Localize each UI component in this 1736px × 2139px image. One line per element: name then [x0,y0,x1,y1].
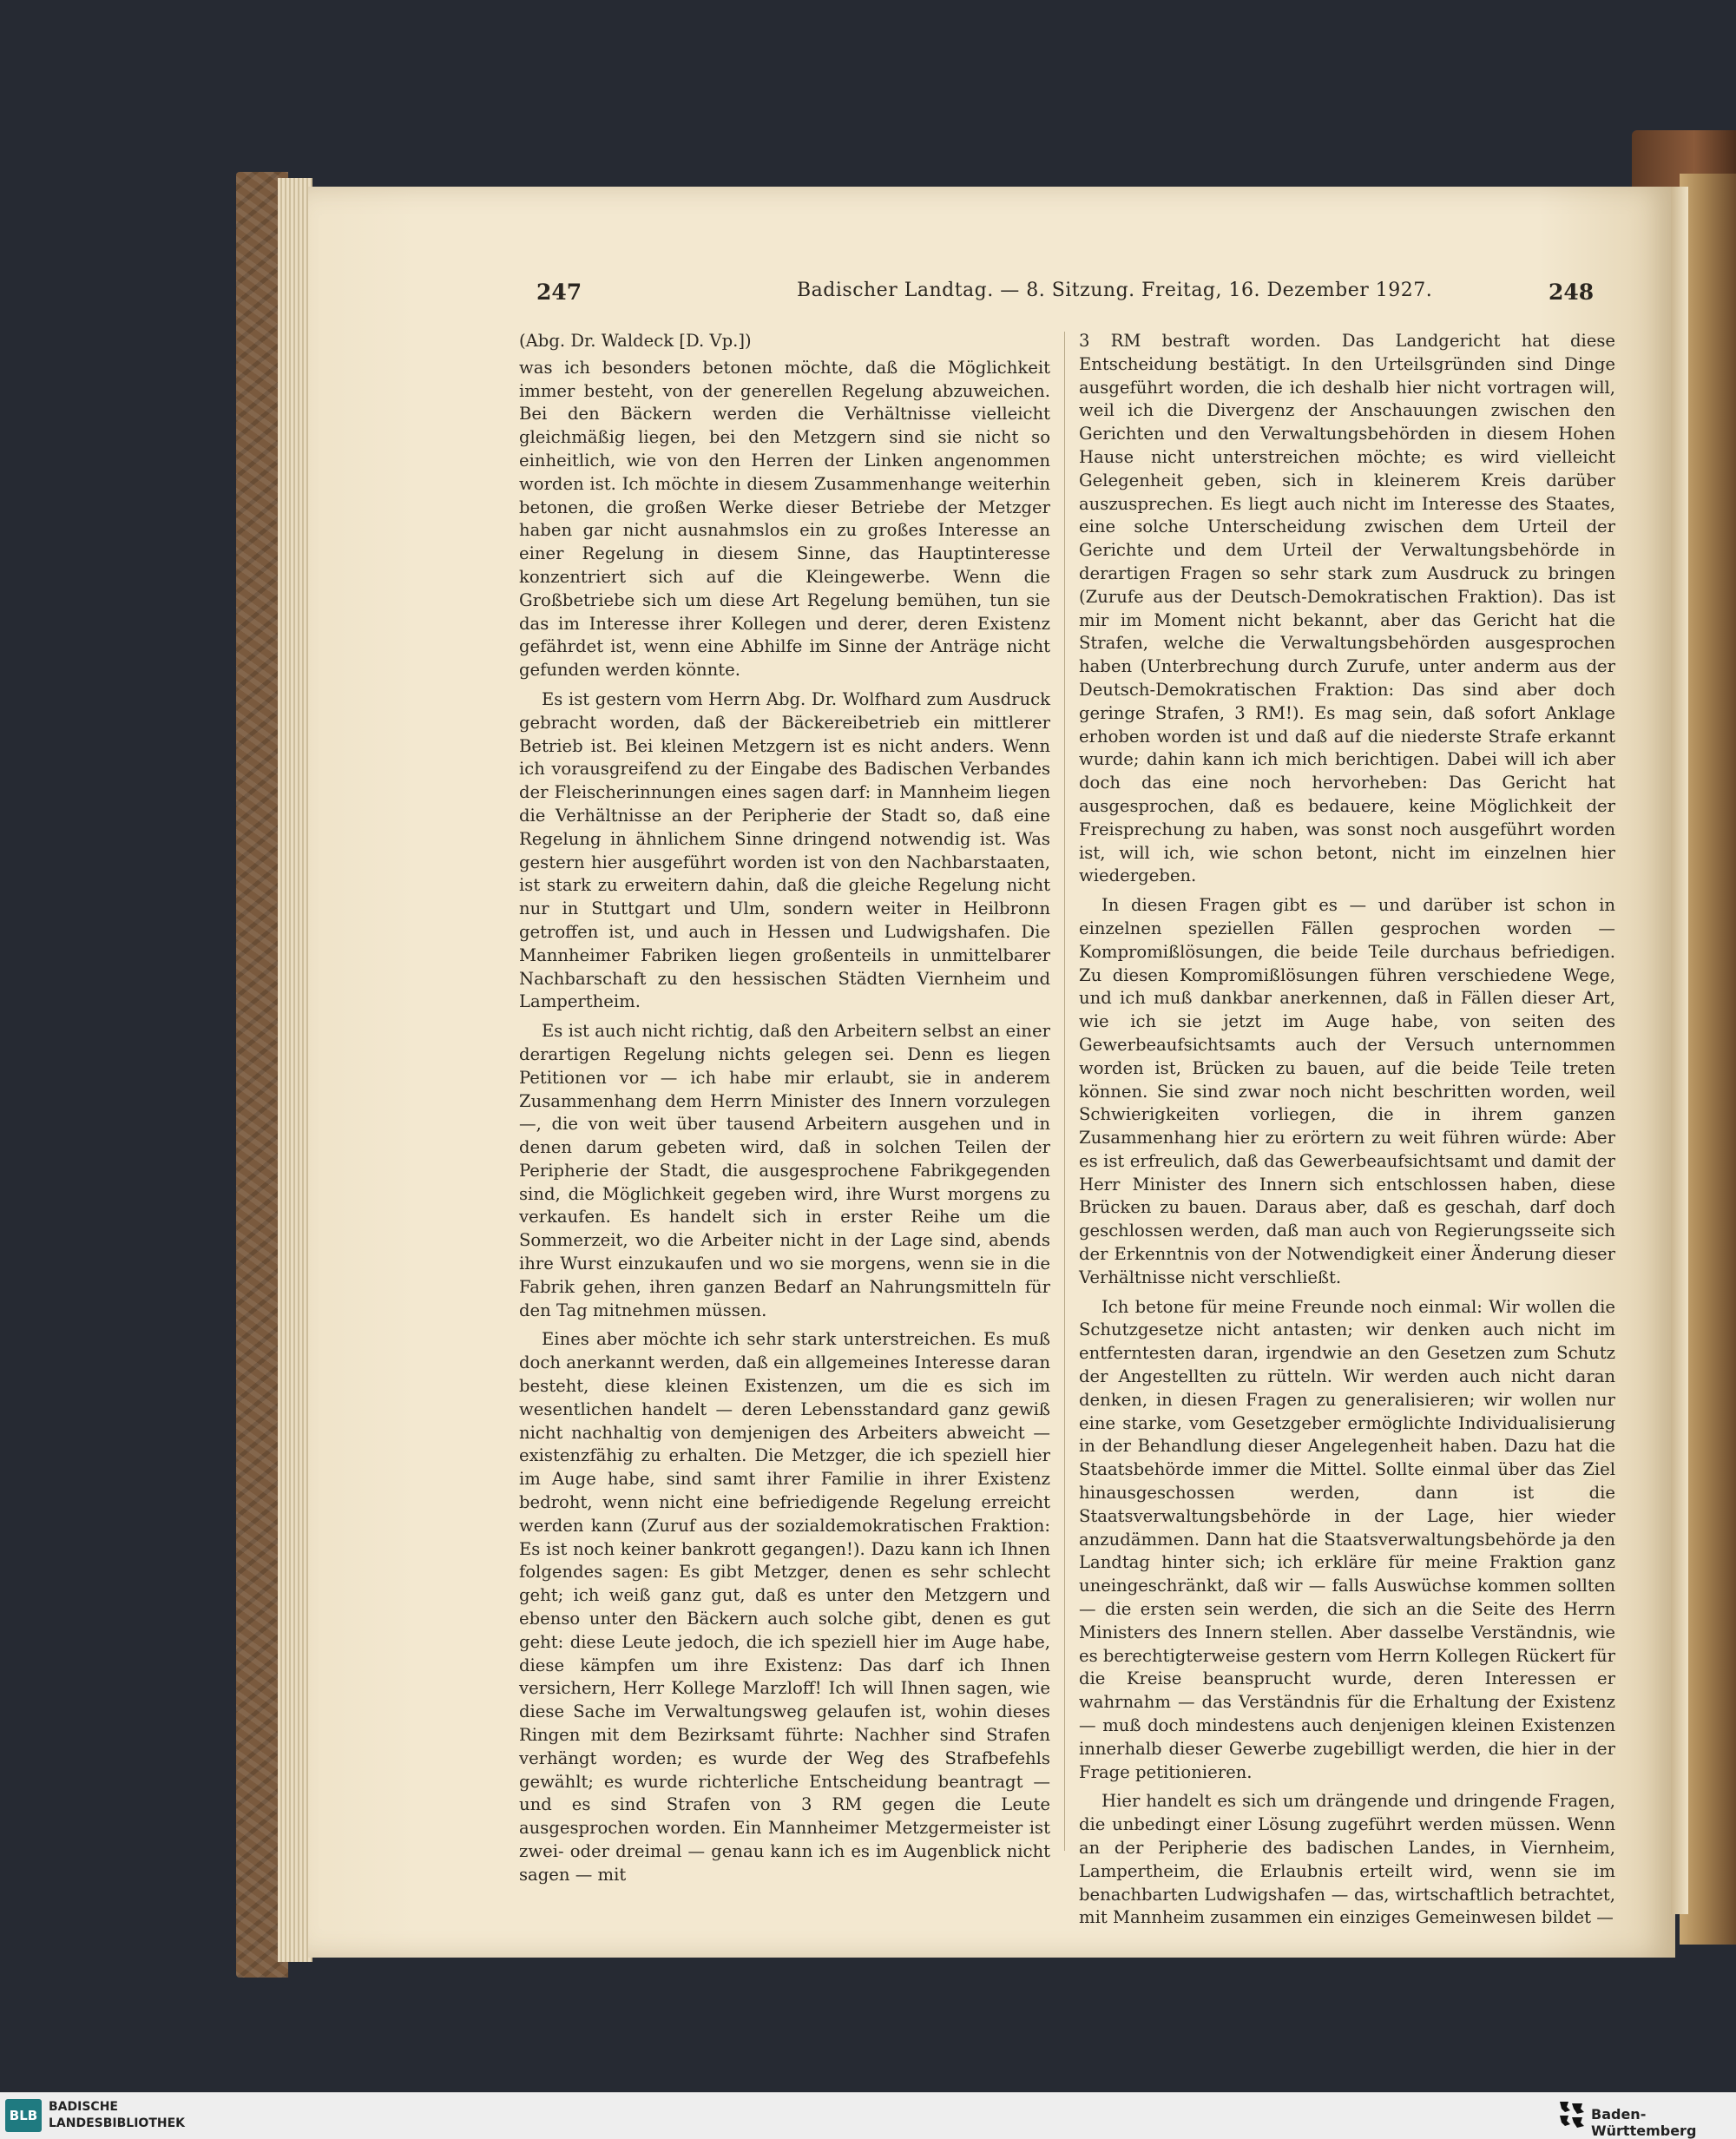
paragraph: Hier handelt es sich um drängende und dringende Fragen, die unbedingt einer Lösung zugeführt werden müssen. Wenn an der Peripherie des badischen Landes, in Viernheim, Lampertheim, die Erlaubnis erteilt wird, wenn sie im benachbarten Ludwigshafen — das, wirtschaftlich betrachtet, mit Mannheim zusammen ein einziges Gemeinwesen bildet — [1079,1791,1615,1928]
baden-wuerttemberg-emblem-icon [1556,2098,1586,2131]
paragraph: was ich besonders betonen möchte, daß die Möglichkeit immer besteht, von der generellen Regelung abzuweichen. Bei den Bäckern werden die Verhältnisse vielleicht gleichmäßig liegen, bei den Metzgern sind sie nicht so einheitlich, wie von den Herren der Linken angenommen worden ist. Ich möchte in diesem Zusammenhange weiterhin betonen, die großen Werke dieser Betriebe der Metzger haben gar nicht ausnahmslos ein zu großes Interesse an einer Regelung in diesem Sinne, das Hauptinteresse konzentriert sich auf die Kleingewerbe. Wenn die Großbetriebe sich um diese Art Regelung bemühen, tun sie das im Interesse ihrer Kollegen und derer, deren Existenz gefährdet ist, wenn eine Abhilfe im Sinne der Anträge nicht gefunden werden könnte. [519,357,1050,681]
page-number-left: 247 [536,280,582,305]
paragraph: Eines aber möchte ich sehr stark unterstreichen. Es muß doch anerkannt werden, daß ein allgemeines Interesse daran besteht, diese kleinen Existenzen, um die es sich im wesentlichen handelt — deren Lebensstandard ganz gewiß nicht nachhaltig von demjenigen des Arbeiters abweicht — existenzfähig zu erhalten. Die Metzger, die ich speziell hier im Auge habe, sind samt ihrer Familie in ihrer Existenz bedroht, wenn nicht eine befriedigende Regelung erreicht werden kann (Zuruf aus der sozialdemokratischen Fraktion: Es ist noch keiner bankrott gegangen!). Dazu kann ich Ihnen folgendes sagen: Es gibt Metzger, denen es sehr schlecht geht; ich weiß ganz gut, daß es unter den Metzgern und ebenso unter den Bäckern auch solche gibt, denen es gut geht: diese Leute jedoch, die ich speziell hier im Auge habe, diese kämpfen um ihre Existenz: Das darf ich Ihnen versichern, Herr Kollege Marzloff! Ich will Ihnen sagen, wie diese Sache im Verwaltungsweg gelaufen ist, wohin dieses Ringen mit dem Bezirksamt führte: Nachher sind Strafen verhängt worden; es wurde der Weg des Strafbefehls gewählt; es wurde richterliche Entscheidung beantragt — und es sind Strafen von 3 RM gegen die Leute ausgesprochen worden. Ein Mannheimer Metzgermeister ist zwei- oder dreimal — genau kann ich es im Augenblick nicht sagen — mit [519,1329,1050,1885]
left-column [519,330,1050,1887]
page-number-right: 248 [1549,280,1595,305]
state-name[interactable]: Baden-Württemberg [1591,2106,1697,2139]
speaker-attribution: (Abg. Dr. Waldeck [D. Vp.]) [519,331,752,351]
paragraph: Es ist gestern vom Herrn Abg. Dr. Wolfhard zum Ausdruck gebracht worden, daß der Bäckereibetrieb ein mittlerer Betrieb ist. Bei kleinen Metzgern ist es nicht anders. Wenn ich vorausgreifend zu der Eingabe des Badischen Verbandes der Fleischerinnungen eines sagen darf: in Mannheim liegen die Verhältnisse an der Peripherie der Stadt so, daß eine Regelung in ähnlichem Sinne dringend notwendig ist. Was gestern hier ausgeführt worden ist von den Nachbarstaaten, ist stark zu erweitern dahin, daß die gleiche Regelung nicht nur in Stuttgart und Ulm, sondern weiter in Heilbronn getroffen ist, und auch in Hessen und Ludwigshafen. Die Mannheimer Fabriken liegen großenteils in unmittelbarer Nachbarschaft zu den hessischen Städten Viernheim und Lampertheim. [519,688,1050,1012]
library-name [49,2099,185,2132]
paragraph: In diesen Fragen gibt es — und darüber ist schon in einzelnen speziellen Fällen gesprochen worden — Kompromißlösungen, die beide Teile durchaus befriedigen. Zu diesen Kompromißlösungen führen verschiedene Wege, und ich muß dankbar anerkennen, daß in Fällen dieser Art, wie ich sie jetzt im Auge habe, von seiten des Gewerbeaufsichtsamts auch der Versuch unternommen worden ist, Brücken zu bauen, auf die beide Teile treten können. Sie sind zwar noch nicht beschritten worden, weil Schwierigkeiten vorliegen, die in ihrem ganzen Zusammenhang hier zu erörtern zu weit führen würde: Aber es ist erfreulich, daß das Gewerbeaufsichtsamt und damit der Herr Minister des Innern sich entschlossen haben, diese Brücken zu bauen. Daraus aber, daß es geschah, darf doch geschlossen werden, daß man auch von Regierungsseite sich der Erkenntnis von der Notwendigkeit einer Änderung dieser Verhältnisse nicht verschließt. [1079,895,1615,1287]
facing-page-edge [1671,187,1688,1914]
column-divider [1064,332,1065,1851]
paragraph: Es ist auch nicht richtig, daß den Arbeitern selbst an einer derartigen Regelung nichts gelegen sei. Denn es liegen Petitionen vor — ich habe mir erlaubt, sie in anderem Zusammenhang dem Herrn Minister des Innern vorzulegen —, die von weit über tausend Arbeitern ausgehen und in denen darum gebeten wird, daß in solchen Teilen der Peripherie der Stadt, die ausgesprochene Fabrikgegenden sind, die Möglichkeit gegeben wird, ihre Wurst morgens zu verkaufen. Es handelt sich in erster Reihe um die Sommerzeit, wo die Arbeiter nicht in der Lage sind, abends ihre Wurst einzukaufen und wo sie morgens, wenn sie in die Fabrik gehen, ihren ganzen Bedarf an Nahrungsmitteln für den Tag mitnehmen müssen. [519,1021,1050,1320]
right-column [1079,330,1615,1930]
footer-bar [0,2092,1736,2139]
running-header: Badischer Landtag. — 8. Sitzung. Freitag, 16. Dezember 1927. [797,280,1433,301]
paragraph: 3 RM bestraft worden. Das Landgericht hat diese Entscheidung bestätigt. In den Urteilsgründen sind Dinge ausgeführt worden, die ich deshalb hier nicht vortragen will, weil ich die Divergenz der Anschauungen zwischen den Gerichten und den Verwaltungsbehörden in diesem Hohen Hause nicht unterstreichen möchte; es wird vielleicht Gelegenheit geben, sich in kleinerem Kreis darüber auszusprechen. Es liegt auch nicht im Interesse des Staates, eine solche Unterscheidung zwischen dem Urteil der Gerichte und dem Urteil der Verwaltungsbehörde in derartigen Fragen so sehr stark zum Ausdruck zu bringen (Zurufe aus der Deutsch-Demokratischen Fraktion). Das ist mir im Moment nicht bekannt, aber das Gericht hat die Strafen, welche die Verwaltungsbehörden ausgesprochen haben (Unterbrechung durch Zurufe, unter anderm aus der Deutsch-Demokratischen Fraktion: Das sind aber doch geringe Strafen, 3 RM!). Es mag sein, daß sofort Anklage erhoben worden ist und daß auf die niederste Strafe erkannt wurde; dahin kann ich mich berichtigen. Dabei will ich aber doch das eine noch hervorheben: Das Gericht hat ausgesprochen, daß es bedauere, keine Möglichkeit der Freisprechung zu haben, was sonst noch ausgeführt worden ist, will ich, wie schon betont, nicht im einzelnen hier wiedergeben. [1079,331,1615,886]
library-name-line: BADISCHE [49,2100,118,2114]
library-name-line: LANDESBIBLIOTHEK [49,2116,186,2130]
page-stack-edges [278,178,312,1962]
blb-logo[interactable]: BLB [5,2099,42,2132]
paragraph: Ich betone für meine Freunde noch einmal: Wir wollen die Schutzgesetze nicht antasten; wir denken auch nicht im entferntesten daran, irgendwie an den Gesetzen zum Schutz der Angestellten zu rütteln. Wir werden auch nicht daran denken, in diesen Fragen zu generalisieren; wir wollen nur eine starke, vom Gesetzgeber ermöglichte Individualisierung in der Behandlung dieser Angelegenheit haben. Dazu hat die Staatsbehörde immer die Mittel. Sollte einmal über das Ziel hinausgeschossen werden, dann ist die Staatsverwaltungsbehörde in der Lage, hier wieder anzudämmen. Dann hat die Staatsverwaltungsbehörde ja den Landtag hinter sich; ich erkläre für meine Fraktion ganz uneingeschränkt, daß wir — falls Auswüchse kommen sollten — die ersten sein werden, die sich an die Seite des Herrn Ministers des Innern stellen. Aber dasselbe Verständnis, wie es berechtigterweise gestern vom Herrn Kollegen Rückert für die Kreise beansprucht wurde, deren Interessen er wahrnahm — das Verständnis für die Erhaltung der Existenz — muß doch mindestens auch denjenigen kleinen Existenzen innerhalb dieser Gewerbe zugebilligt werden, die hier in der Frage petitionieren. [1079,1296,1615,1782]
